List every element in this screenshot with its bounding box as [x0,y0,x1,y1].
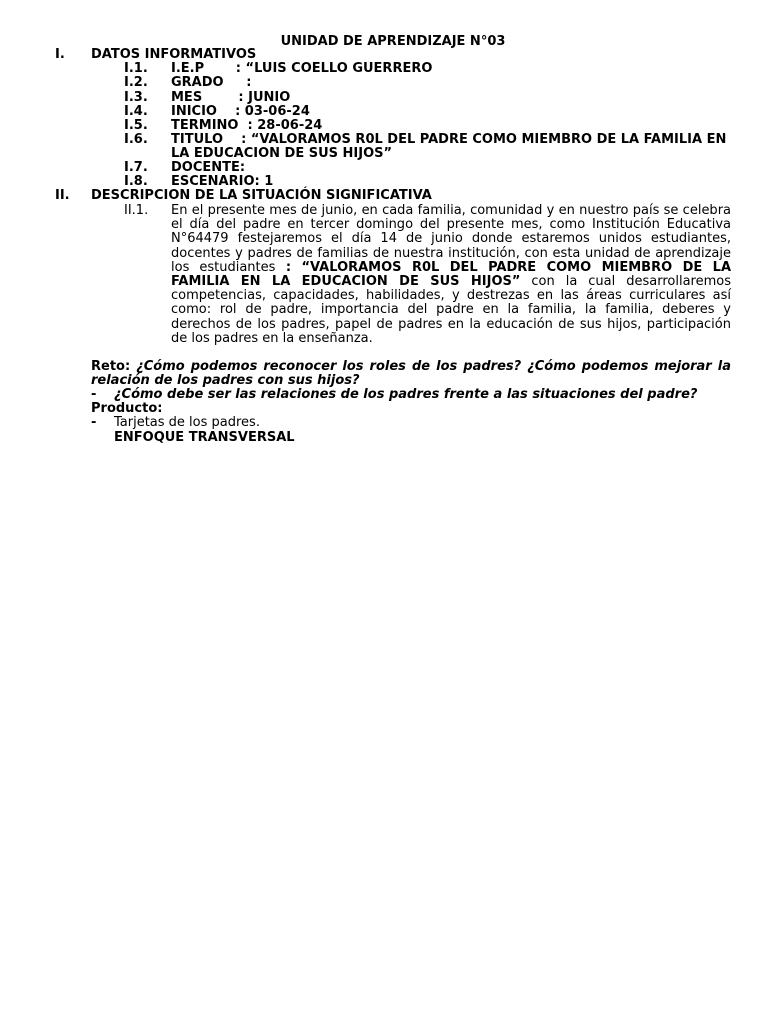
reto-bullet-text: ¿Cómo debe ser las relaciones de los padres frente a las situaciones del padre? [114,387,698,402]
producto-label: Producto: [91,401,163,416]
item-number: I.7. [124,160,148,175]
enfoque-heading: ENFOQUE TRANSVERSAL [114,430,295,445]
item-escenario: ESCENARIO: 1 [171,174,274,189]
item-termino: TERMINO : 28-06-24 [171,118,323,133]
item-number: I.6. [124,132,148,147]
item-titulo: TITULO : “VALORAMOS R0L DEL PADRE COMO MIEMBRO DE LA FAMILIA EN [171,132,727,147]
item-iep: I.E.P : “LUIS COELLO GUERRERO [171,61,433,76]
producto-item: Tarjetas de los padres. [114,415,260,430]
item-number: I.4. [124,104,148,119]
section2-number: II. [55,188,70,203]
para-part1: En el presente mes de junio, en cada familia, comunidad y en nuestro país se celebra el día del padre en tercer domingo del presente mes, como Institución Educativa N°64479 festejaremos el día 14 de junio donde estaremos unidos estudiantes, docentes y padres de familias de nuestra institución, con esta unidad de aprendizaje los estudiantes [171,203,731,275]
item-number: I.1. [124,61,148,76]
item-number: I.5. [124,118,148,133]
item-grado: GRADO : [171,75,252,90]
item-docente: DOCENTE: [171,160,246,175]
item-number: I.2. [124,75,148,90]
reto-text: ¿Cómo podemos reconocer los roles de los padres? ¿Cómo podemos mejorar la relación de los padres con sus hijos? [91,359,731,389]
section1-label: DATOS INFORMATIVOS [91,47,257,62]
item-inicio: INICIO : 03-06-24 [171,104,310,119]
sub-item-number: II.1. [124,203,149,218]
item-number: I.8. [124,174,148,189]
bullet-dash: - [91,415,97,430]
para-bold-title: : “VALORAMOS R0L DEL PADRE COMO MIEMBRO DE LA FAMILIA EN LA EDUCACION DE SUS HIJOS” [171,259,732,290]
para-part2: con la cual desarrollaremos competencias, capacidades, habilidades, y destrezas en las áreas curriculares así como: rol de padre, importancia del padre en la familia, la familia, deberes y derechos de los padres, papel de padres en la educación de sus hijos, participación de los padres en la enseñanza. [171,274,731,346]
item-titulo-cont: LA EDUCACION DE SUS HIJOS” [171,146,393,161]
reto-label: Reto: [91,359,131,374]
reto-paragraph [91,360,731,388]
item-mes: MES : JUNIO [171,90,291,105]
document-title: UNIDAD DE APRENDIZAJE N°03 [280,34,506,49]
section1-number: I. [55,47,65,62]
item-number: I.3. [124,90,148,105]
situation-paragraph [171,204,731,346]
bullet-dash: - [91,387,97,402]
section2-label: DESCRIPCION DE LA SITUACIÓN SIGNIFICATIVA [91,188,432,203]
